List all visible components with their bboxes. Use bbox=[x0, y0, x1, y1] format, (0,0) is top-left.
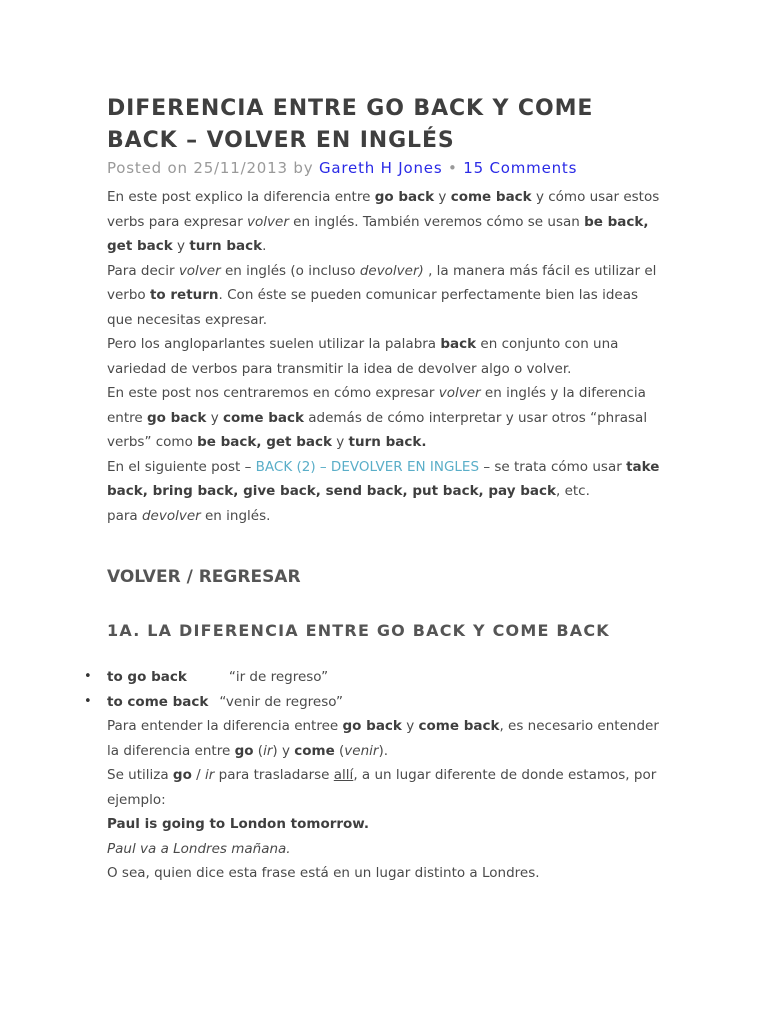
post-title: DIFERENCIA ENTRE GO BACK Y COME BACK – VOLVER EN INGLÉS bbox=[107, 96, 594, 153]
text: y bbox=[401, 718, 419, 734]
text: / bbox=[191, 767, 206, 783]
text: . Con éste se pueden comunicar perfectamente bien las ideas que necesitas expresar. bbox=[107, 287, 639, 328]
text: ( bbox=[334, 742, 345, 759]
section-body bbox=[107, 665, 667, 886]
bullet-meaning: “ir de regreso” bbox=[228, 669, 329, 685]
bold-text: turn back. bbox=[348, 434, 427, 450]
paragraph-focus bbox=[107, 381, 667, 455]
italic-text: volver bbox=[247, 213, 289, 230]
text: . bbox=[262, 238, 267, 254]
text: en inglés. bbox=[200, 507, 271, 524]
meta-separator: • bbox=[448, 159, 458, 177]
italic-text: volver bbox=[178, 262, 221, 279]
text: Para entender la diferencia entree bbox=[107, 718, 343, 734]
text: y bbox=[172, 238, 190, 254]
text: ( bbox=[253, 742, 264, 759]
text: en conjunto con una variedad de verbos para transmitir la idea de devolver algo o volver. bbox=[107, 336, 619, 377]
paragraph-intro bbox=[107, 185, 667, 259]
italic-text: devolver bbox=[141, 507, 201, 524]
text: ) y bbox=[272, 742, 295, 759]
by-label: by bbox=[293, 159, 314, 177]
italic-text: venir bbox=[344, 742, 379, 759]
text: Pero los angloparlantes suelen utilizar la palabra bbox=[107, 336, 441, 352]
section-heading: VOLVER / REGRESAR bbox=[107, 567, 301, 587]
text: y bbox=[434, 189, 451, 205]
post-date: 25/11/2013 bbox=[193, 159, 288, 177]
post-meta bbox=[107, 157, 667, 179]
bold-text: take back, bring back, give back, send back, put back, pay back bbox=[107, 458, 660, 499]
text: además de cómo interpretar y usar otros “phrasal verbs” como bbox=[107, 409, 648, 450]
text: En el siguiente post – bbox=[107, 458, 256, 475]
text: y bbox=[206, 409, 223, 426]
paragraph-conclusion: O sea, quien dice esta frase está en un lugar distinto a Londres. bbox=[107, 865, 540, 881]
bullet-list bbox=[107, 665, 667, 714]
bullet-meaning: “venir de regreso” bbox=[219, 693, 344, 710]
text: , es necesario entender la diferencia entre bbox=[107, 718, 659, 759]
bold-text: to return bbox=[149, 287, 219, 303]
bold-text: go back bbox=[374, 189, 435, 205]
bold-text: go bbox=[234, 742, 254, 759]
next-post-link[interactable]: BACK (2) – DEVOLVER EN INGLES bbox=[255, 458, 480, 475]
posted-on-label: Posted on bbox=[107, 159, 188, 177]
bold-text: turn back bbox=[189, 238, 263, 254]
bold-text: go back bbox=[342, 718, 402, 734]
text: en inglés y la diferencia entre bbox=[107, 385, 646, 426]
italic-text: volver bbox=[438, 385, 481, 401]
subsection-heading: 1A. LA DIFERENCIA ENTRE GO BACK Y COME BACK bbox=[107, 621, 610, 640]
text: para trasladarse bbox=[214, 767, 334, 783]
author-link[interactable]: Gareth H Jones bbox=[319, 159, 443, 177]
bullet-term: to come back bbox=[107, 693, 209, 710]
bold-text: come bbox=[294, 742, 335, 759]
paragraph-return bbox=[107, 259, 667, 333]
paragraph-next-post bbox=[107, 455, 667, 529]
text: en inglés. También veremos cómo se usan bbox=[288, 213, 585, 230]
text: , la manera más fácil es utilizar el verbo bbox=[107, 262, 657, 303]
article bbox=[107, 93, 667, 881]
paragraph-difference bbox=[107, 714, 667, 763]
bold-text: be back, get back bbox=[107, 213, 649, 254]
text: y cómo usar estos verbs para expresar bbox=[107, 189, 660, 230]
text: para bbox=[107, 507, 142, 524]
italic-text: devolver) bbox=[359, 262, 424, 279]
bold-text: come back bbox=[418, 718, 500, 734]
bold-text: come back bbox=[450, 189, 532, 205]
text: Se utiliza bbox=[107, 767, 173, 783]
bold-text: be back, get back bbox=[197, 434, 332, 450]
underlined-text: allí bbox=[333, 767, 354, 783]
text: , etc. bbox=[556, 483, 590, 499]
italic-text: Paul va a Londres mañana. bbox=[107, 840, 291, 857]
example-english bbox=[107, 812, 667, 837]
list-item bbox=[107, 665, 667, 690]
text: En este post nos centraremos en cómo expresar bbox=[107, 385, 439, 401]
italic-text: ir bbox=[205, 767, 215, 783]
text: – se trata cómo usar bbox=[479, 458, 627, 475]
text: y bbox=[331, 434, 349, 450]
bold-text: come back bbox=[223, 409, 304, 426]
italic-text: ir bbox=[263, 742, 273, 759]
bullet-term: to go back bbox=[107, 669, 187, 685]
text: , a un lugar diferente de donde estamos, por ejemplo: bbox=[107, 767, 657, 808]
comments-link[interactable]: 15 Comments bbox=[463, 159, 578, 177]
paragraph-back bbox=[107, 332, 667, 381]
paragraph-go-usage bbox=[107, 763, 667, 812]
text: Para decir bbox=[107, 262, 179, 279]
bold-text: Paul is going to London tomorrow. bbox=[107, 816, 370, 832]
text: ). bbox=[378, 742, 389, 759]
text: en inglés (o incluso bbox=[220, 262, 360, 279]
bold-text: go back bbox=[147, 409, 207, 426]
text: En este post explico la diferencia entre bbox=[107, 189, 375, 205]
list-item bbox=[107, 690, 667, 715]
bold-text: back bbox=[440, 336, 477, 352]
bold-text: go bbox=[172, 767, 192, 783]
example-spanish bbox=[107, 837, 667, 862]
